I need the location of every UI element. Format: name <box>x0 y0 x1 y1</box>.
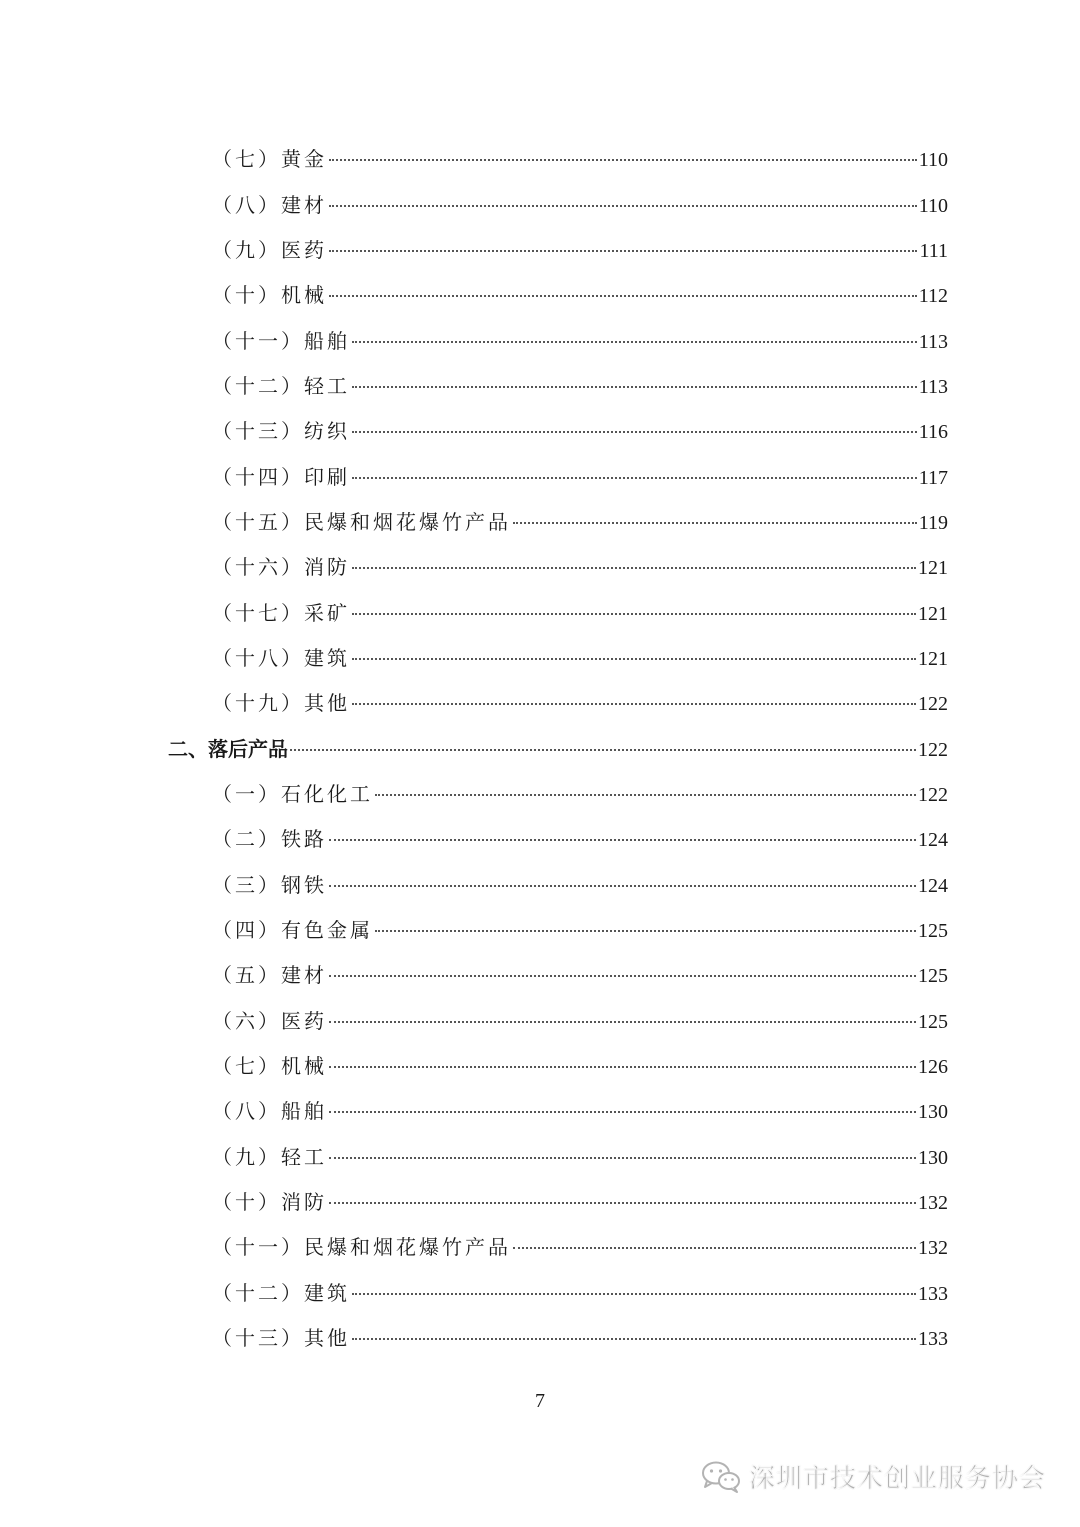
dot-leader <box>329 1157 916 1159</box>
toc-entry-label: （七）黄金 <box>212 147 327 171</box>
toc-entry[interactable] <box>212 1187 948 1217</box>
toc-entry-page: 122 <box>918 693 948 715</box>
toc-entry-label: （十）消防 <box>212 1190 327 1214</box>
toc-entry[interactable] <box>212 1232 948 1262</box>
toc-section-label: 二、落后产品 <box>168 737 288 761</box>
toc-entry-label: （十九）其他 <box>212 691 350 715</box>
toc-entry-label: （十六）消防 <box>212 555 350 579</box>
toc-entry[interactable] <box>212 235 948 265</box>
toc-entry[interactable] <box>212 1142 948 1172</box>
toc-entry-page: 130 <box>918 1147 948 1169</box>
dot-leader <box>352 431 917 433</box>
toc-entry-page: 132 <box>918 1237 948 1259</box>
toc-entry[interactable] <box>212 643 948 673</box>
wechat-icon <box>701 1460 741 1494</box>
watermark-text: 深圳市技术创业服务协会 <box>748 1464 1046 1494</box>
toc-entry[interactable] <box>212 462 948 492</box>
toc-entry-label: （九）医药 <box>212 238 327 262</box>
toc-entry-label: （十一）民爆和烟花爆竹产品 <box>212 1235 511 1259</box>
toc-entry-label: （七）机械 <box>212 1054 327 1078</box>
dot-leader <box>375 794 916 796</box>
toc-entry-label: （十八）建筑 <box>212 646 350 670</box>
toc-entry-page: 132 <box>918 1192 948 1214</box>
toc-entry-page: 121 <box>918 557 948 579</box>
toc-entry-page: 112 <box>918 285 948 307</box>
toc-entry[interactable] <box>212 507 948 537</box>
toc-entry[interactable] <box>212 371 948 401</box>
dot-leader <box>329 975 916 977</box>
toc-entry[interactable] <box>212 552 948 582</box>
dot-leader <box>352 1338 916 1340</box>
toc-entry-page: 133 <box>918 1283 948 1305</box>
toc-entry-label: （九）轻工 <box>212 1145 327 1169</box>
toc-entry-page: 110 <box>918 149 948 171</box>
toc-entry[interactable] <box>212 416 948 446</box>
dot-leader <box>352 386 917 388</box>
toc-entry-label: （八）船舶 <box>212 1099 327 1123</box>
toc-entry[interactable] <box>212 870 948 900</box>
dot-leader <box>329 295 917 297</box>
toc-entry[interactable] <box>212 824 948 854</box>
dot-leader <box>329 159 917 161</box>
dot-leader <box>290 749 916 751</box>
dot-leader <box>329 885 916 887</box>
toc-entry[interactable] <box>212 280 948 310</box>
toc-entry-label: （十五）民爆和烟花爆竹产品 <box>212 510 511 534</box>
toc-entry-page: 122 <box>918 739 948 761</box>
toc-entry-page: 111 <box>919 240 948 262</box>
toc-entry[interactable] <box>212 1051 948 1081</box>
watermark <box>701 1458 1046 1495</box>
toc-entry[interactable] <box>212 1323 948 1353</box>
toc-entry-label: （十二）建筑 <box>212 1281 350 1305</box>
toc-entry-page: 124 <box>918 829 948 851</box>
dot-leader <box>352 567 916 569</box>
dot-leader <box>375 930 916 932</box>
dot-leader <box>352 1293 916 1295</box>
toc-entry-page: 121 <box>918 648 948 670</box>
toc-entry[interactable] <box>212 1096 948 1126</box>
toc-entry-page: 125 <box>918 1011 948 1033</box>
toc-entry[interactable] <box>212 915 948 945</box>
dot-leader <box>329 1202 916 1204</box>
dot-leader <box>352 477 917 479</box>
toc-entry-page: 119 <box>918 512 948 534</box>
dot-leader <box>352 703 916 705</box>
toc-entry[interactable] <box>212 1278 948 1308</box>
toc-entry[interactable] <box>212 960 948 990</box>
toc-entry[interactable] <box>212 190 948 220</box>
toc-entry-label: （三）钢铁 <box>212 873 327 897</box>
toc-entry[interactable] <box>212 779 948 809</box>
dot-leader <box>329 1021 916 1023</box>
toc-entry[interactable] <box>212 144 948 174</box>
toc-entry[interactable] <box>212 326 948 356</box>
dot-leader <box>352 341 917 343</box>
toc-entry-page: 121 <box>918 603 948 625</box>
toc-entry-page: 116 <box>918 421 948 443</box>
dot-leader <box>329 250 917 252</box>
page-number: 7 <box>535 1390 545 1412</box>
toc-entry[interactable] <box>212 688 948 718</box>
dot-leader <box>329 205 917 207</box>
toc-entry-label: （五）建材 <box>212 963 327 987</box>
dot-leader <box>329 1111 916 1113</box>
toc-entry-page: 130 <box>918 1101 948 1123</box>
toc-entry-label: （十四）印刷 <box>212 465 350 489</box>
toc-entry[interactable] <box>212 598 948 628</box>
toc-entry-label: （十）机械 <box>212 283 327 307</box>
toc-entry-page: 124 <box>918 875 948 897</box>
toc-entry-label: （四）有色金属 <box>212 918 373 942</box>
toc-entry-label: （二）铁路 <box>212 827 327 851</box>
toc-entry-page: 113 <box>918 331 948 353</box>
toc-entry-page: 122 <box>918 784 948 806</box>
toc-entry[interactable] <box>212 1006 948 1036</box>
dot-leader <box>513 522 917 524</box>
toc-section-heading[interactable] <box>168 734 948 764</box>
toc-entry-label: （十二）轻工 <box>212 374 350 398</box>
dot-leader <box>352 613 916 615</box>
toc-entry-label: （十三）其他 <box>212 1326 350 1350</box>
toc-entry-page: 125 <box>918 965 948 987</box>
toc-entry-page: 126 <box>918 1056 948 1078</box>
toc-entry-label: （十七）采矿 <box>212 601 350 625</box>
toc-entry-label: （六）医药 <box>212 1009 327 1033</box>
dot-leader <box>329 839 916 841</box>
dot-leader <box>513 1247 916 1249</box>
toc-entry-page: 125 <box>918 920 948 942</box>
toc-entry-label: （八）建材 <box>212 193 327 217</box>
toc-entry-page: 117 <box>918 467 948 489</box>
toc-entry-label: （十三）纺织 <box>212 419 350 443</box>
toc-entry-page: 133 <box>918 1328 948 1350</box>
toc-entry-page: 113 <box>918 376 948 398</box>
dot-leader <box>329 1066 916 1068</box>
toc-entry-label: （十一）船舶 <box>212 329 350 353</box>
toc-entry-page: 110 <box>918 195 948 217</box>
toc-entry-label: （一）石化化工 <box>212 782 373 806</box>
dot-leader <box>352 658 916 660</box>
